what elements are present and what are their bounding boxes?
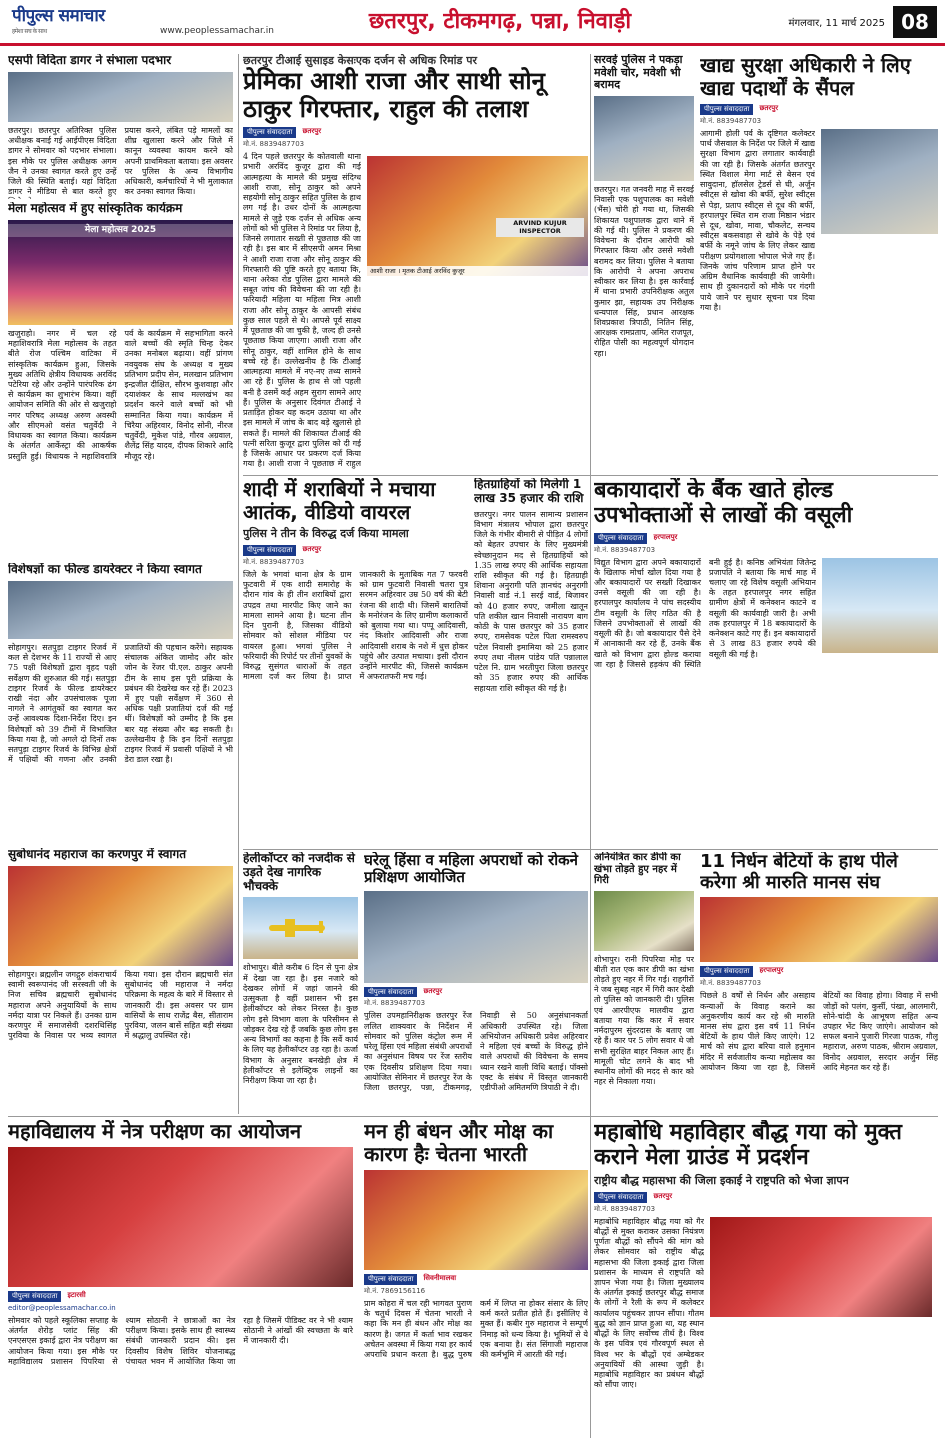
story-photo	[364, 891, 588, 983]
story-photo	[700, 897, 938, 962]
story-byline	[364, 987, 588, 998]
story-body: खजुराहो। नगर में चल रहे महाशिवरात्रि मेला महोत्सव के तहत बीते रोज पश्चिम वाटिका में सांस्कृतिक कार्यक्रम हुआ, जिसके मुख्य अतिथि क्षेत्रीय विधायक अरविंद पटेरिया रहे और उन्होंने पारंपरिक ढंग से कार्यक्रम का शुभारंभ किया। वहीं आयोजन समिति की ओर से खजुराहो नगर परिषद अध्यक्ष अरुण अवस्थी और सीएमओ वसंत चतुर्वेदी ने विधायक का स्वागत किया। कार्यक्रम के अंतर्गत आर्केस्ट्रा की आकर्षक प्रस्तुति हुई। विधायक ने महाशिवरात्रि पर्व के कार्यक्रम में सहभागिता करने वाले बच्चों की स्मृति चिन्ह देकर उनका मनोबल बढ़ाया। वहीं प्रांगण नवयुवक संघ के अध्यक्ष व मुख्य प्रतिभाग प्रदीप सेन, मलखान प्रतिभाग इन्द्रजीत दीक्षित, सौरभ कुशवाहा और दयाशंकर के साथ मल्लखंभ का प्रदर्शन करने वाले बच्चों को भी सम्मानित किया गया। कार्यक्रम में चिरैया अहिरवार, विनोद सोनी, नीरज चतुर्वेदी, मुकेश पांडे, गौरव अग्रवाल, शैलेंद्र सिंह यादव, दीपक शिकारे आदि मौजूद रहे।	[8, 328, 233, 461]
story-body: छतरपुर। छतरपुर अतिरिक्त पुलिस अधीक्षक बनाई गई आईपीएस विदिता डागर ने सोमवार को पदभार संभाला। इस मौके पर पुलिस अधीक्षक अगम जैन ने उनका स्वागत करते हुए उन्हें जिले की स्थिति बताई। यहां विदिता डागर ने मीडिया से बात करते हुए प्रयास करने, लंबित पड़े मामलों का शीघ्र खुलासा करने और जिले में कानून व्यवस्था कायम करने को अपनी प्राथमिकता बताया। इस अवसर पर पुलिस के अन्य विभागीय अधिकारी, कर्मचारियों ने भी मुलाकात कर उनका स्वागत किया।	[8, 125, 233, 197]
story-headline[interactable]: हितग्राहियों को मिलेगी 1 लाख 35 हजार की राशि	[474, 478, 584, 505]
byline-place: हरपालपुर	[759, 966, 784, 975]
byline-place: हरपालपुर	[653, 532, 678, 541]
story-drunkards	[243, 478, 468, 848]
story-photo	[8, 72, 233, 122]
story-byline	[700, 104, 938, 115]
byline-author: पीपुल्स संवाददाता	[594, 1192, 647, 1203]
stage-banner: मेला महोत्सव 2025	[8, 224, 233, 238]
byline-place: छतरपुर	[423, 986, 443, 995]
byline-place: छतरपुर	[302, 545, 322, 554]
story-body: छतरपुर। गत जनवरी माह में सरवई निवासी एक पशुपालक का मवेशी (भैंस) चोरी हो गया था, जिसकी शिकायत पशुपालक द्वारा थाने में की गई थी। पुलिस ने प्रकरण की विवेचना के दौरान आरोपी को गिरफ्तार किया और उससे मवेशी बरामद कर लिया। पुलिस ने बताया कि आरोपी ने अपना अपराध स्वीकार कर लिया है। इस कार्रवाई में थाना प्रभारी उपनिरीक्षक अतुल कुमार झा, सहायक उप निरीक्षक धन्यपाल सिंह, प्रधान आरक्षक शिवप्रकाश त्रिपाठी, नितिन सिंह, आरक्षक रामप्रताप, अमित राजपूत, रोहित पोसी का महत्वपूर्ण योगदान रहा।	[594, 184, 694, 358]
row-rule	[243, 849, 938, 850]
byline-place: इटारसी	[67, 1291, 86, 1299]
issue-date: मंगलवार, 11 मार्च 2025	[788, 18, 885, 29]
story-cow-thief	[594, 54, 694, 466]
story-defaulters	[594, 478, 938, 848]
story-headline[interactable]: हेलीकॉप्टर को नजदीक से उड़ते देख नागरिक भौचक्के	[243, 852, 355, 893]
story-subodhanand	[8, 848, 233, 1110]
story-photo	[594, 96, 694, 181]
story-car-dp	[594, 852, 694, 1114]
story-body: 4 दिन पहले छतरपुर के कोतवाली थाना प्रभारी अरविंद कुजूर द्वारा की गई आत्महत्या के मामले की प्रमुख संदिग्ध आशी राजा, सोनू ठाकुर को अपने सहयोगी सोनू ठाकुर सहित पुलिस के हाथ लग गई है। उधर दोनों के आत्महत्या मामले से जुड़े एक दर्जन से अधिक अन्य लोगों को भी पुलिस ने रिमांड पर लिया है, जिनसे लगातार सख्ती से पूछताछ की जा रही है। इस बार में सीएसपी अमन मिश्रा ने आशी राजा राजा और सोनू ठाकुर की गिरफ्तारी की पुष्टि करते हुए बताया कि, थाना अरेका रोड पुलिस द्वारा मामले की सबूत जांच की विवेचना की जा रही है। फरियादी महिला या महिला मित्र आशी राजा और सोनू ठाकुर के आपसी संबंध कुछ साल पहले से थे। आपसे पूर्व साक्ष्य में पूछताछ की जा चुकी है, जल्द ही उनसे पूछताछ किया जाएगा। आशी राजा और सोनू ठाकुर, वहीं शामिल होने के साथ बच्चे रहे हैं। उल्लेखनीय है कि टीआई आत्महत्या मामले में नए-नए तथ्य सामने आ रहे हैं। पुलिस के हाथ से जो पहली बनी है उसमें कई अहम सुराग सामने आए हैं। पुलिस के अनुसार दिवंगत टीआई ने प्रताड़ित होकर यह कदम उठाया था और इस मामले में जांच के बाद बड़े खुलासे हो सकते हैं। मामले की शिकायत टीआई की पत्नी सरिता कुजूर द्वारा पुलिस को दी गई है जिसके आधार पर प्रकरण दर्ज किया गया है। आशी राजा ने पूछताछ में राहुल	[243, 152, 361, 469]
byline-place: छतरपुर	[759, 104, 779, 112]
row-rule	[243, 475, 938, 476]
story-body: पिछले 8 वर्षों से निर्धन और असहाय कन्याओं के विवाह कराने का अनुकरणीय कार्य कर रहे श्री मारुति मानस संघ द्वारा इस वर्ष 11 निर्धन बेटियों के हाथ पीले किए जाएंगे। 12 मार्च को संघ द्वारा बरिया वाले हनुमान मंदिर में सर्वजातीय कन्या महोत्सव का आयोजन किया जा रहा है, जिसमें बेटियों का विवाह होगा। विवाह में सभी जोड़ों को पलंग, कुर्सी, पंखा, आलमारी, सोने-चांदी के आभूषण सहित अन्य उपहार भेंट किए जाएंगे। आयोजन को सफल बनाने पुजारी गिरजा पाठक, गौलू महाराज, अरुण पाठक, श्रीराम अग्रवाल, विनोद अग्रवाल, सरदार अर्जुन सिंह आदि मेहनत कर रहे हैं।	[700, 991, 938, 1072]
story-chetna	[364, 1120, 588, 1438]
section-title: छतरपुर, टीकमगढ़, पन्ना, निवाड़ी	[368, 9, 632, 34]
byline-place: सिवनीमालवा	[423, 1274, 457, 1282]
story-body: पुलिस उपमहानिरीक्षक छतरपुर रेंज ललित शाक्यवार के निर्देशन में सोमवार को पुलिस कंट्रोल रूम में घरेलू हिंसा एवं महिला संबंधी अपराधों का अनुसंधान विषय पर रेंज स्तरीय एक दिवसीय प्रशिक्षण दिया गया। आयोजित सेमिनार में छतरपुर रेंज के जिला छतरपुर, पन्ना, टीकमगढ़, निवाड़ी से 50 अनुसंधानकर्ता अधिकारी उपस्थित रहे। जिला अभियोजन अधिकारी प्रवेश अहिरवार ने महिला एवं बच्चों के विरुद्ध होने वाले अपराधों की विवेचना के समय ध्यान रखने वाली विधि बताई। पॉक्सो एक्ट के संबंध में विस्तृत जानकारी एडीपीओ अमितमणि त्रिपाठी ने दी।	[364, 1011, 588, 1093]
row-rule	[8, 1116, 938, 1117]
story-byline	[594, 1192, 938, 1203]
story-mela	[8, 202, 233, 560]
story-body: महाबोधि महाविहार बौद्ध गया को गैर बौद्धों से मुक्त कराकर उसका नियंत्रण पूर्णतः बौद्धों को सौंपने की मांग को लेकर सोमवार को राष्ट्रीय बौद्ध महासभा की जिला इकाई द्वारा जिला प्रशासन के माध्यम से राष्ट्रपति को ज्ञापन भेजा गया है। जिला मुख्यालय के अंतर्गत इकाई छतरपुर बौद्ध समाज के लोगों ने रैली के रूप में कलेक्टर कार्यालय पहुंचकर ज्ञापन सौंपा। गौतम बुद्ध को ज्ञान प्राप्त हुआ था, यह स्थान बौद्धों के लिए सर्वोच्च तीर्थ है। विश्व के इस पवित्र एवं गौरवपूर्ण स्थल से विश्व भर के बौद्धों एवं अम्बेडकर अनुयायियों की आस्था जुड़ी है। महाबोधि महाविहार का प्रबंधन बौद्धों को सौंपा जाए।	[594, 1216, 704, 1390]
reporter-mobile: मो.नं. 8839487703	[364, 999, 426, 1008]
story-body: प्राम कोहरा में चल रही भागवत पुराण के चतुर्थ दिवस में चेतना भारती ने कहा कि मन ही बंधन और मोक्ष का कारण है। जगत में कर्ता भाव रखकर अचेतन अवस्था में किया गया हर कार्य अपराधि प्रधान करता है। बुद्ध पुरुष कर्म में लिप्त ना होकर संसार के लिए कर्म करते प्रतीत होते हैं। इसीलिए वे मुक्त हैं। कबीर गुरु महाराज ने सम्पूर्ण निमाड़ को धन्य किया है। भूमियों से ये एक बनाया है। संत सिंगाजी महाराज की कर्मभूमि में आरती की गई।	[364, 1298, 588, 1360]
story-headline[interactable]: सुबोधानंद महाराज का करणपुर में स्वागत	[8, 848, 187, 861]
story-headline[interactable]: बकायादारों के बैंक खाते होल्ड उपभोक्ताओं से लाखों की वसूली	[594, 478, 853, 529]
editor-email[interactable]: editor@peoplessamachar.co.in	[8, 1303, 116, 1312]
story-headline[interactable]: महाविद्यालय में नेत्र परीक्षण का आयोजन	[8, 1120, 302, 1143]
story-headline[interactable]: मन ही बंधन और मोक्ष का कारण हैः चेतना भारती	[364, 1120, 554, 1166]
reporter-mobile: मो.नं. 8839487703	[700, 979, 762, 988]
story-photo	[821, 129, 938, 234]
story-body: शोभापुर। बीते करीब 6 दिन से पुनः क्षेत्र में देखा जा रहा है। इस नजारे को देखकर लोगों में जहां जानने की उत्सुकता है वहीं प्रशासन भी इस हेलीकॉप्टर को लेकर निरस्त है। कुछ लोग इसे विभाग वाला के परिसीमन से जोड़कर देख रहे हैं जबकि कुछ लोग इस अन्य विभागों का कहना है कि सर्वे कार्य के लिए यह हेलीकॉप्टर उड़ रहा है। ऊर्जा विभाग के अनुसार बनखेड़ी क्षेत्र में हेलीकॉप्टर से इलेक्ट्रिक लाइनों का निरीक्षण किया जा रहा है।	[243, 963, 358, 1085]
story-photo	[8, 220, 233, 325]
story-headline[interactable]: मेला महोत्सव में हुए सांस्कृतिक कार्यक्रम	[8, 202, 183, 215]
byline-author: पीपुल्स संवाददाता	[364, 1274, 417, 1285]
story-domestic-violence	[364, 852, 588, 1114]
story-eye-camp	[8, 1120, 353, 1438]
story-ladli	[474, 478, 588, 848]
story-maruti	[700, 852, 938, 1114]
story-byline	[243, 127, 588, 138]
byline-author: पीपुल्स संवाददाता	[700, 104, 753, 115]
story-body: सोमवार को पहले स्कूलिका सप्ताह के अंतर्गत शेरोड़ प्लांट सिंह की एनएसएस इकाई द्वारा नेत्र परीक्षण का आयोजन किया गया। इस मौके पर महाविद्यालय प्रशासन पिपरिया से श्याम सोठानी ने छात्राओं का नेत्र परीक्षण किया। इसके साथ ही स्वास्थ्य संबंधी जानकारी प्रदान की। इस दिवसीय विशेष शिविर योजनाबद्ध पंचायत भवन में आयोजित किया जा रहा है जिसमें पीडिक्ट वर ने भी श्याम सोठानी ने आंखों की स्वच्छता के बारे में जानकारी दी।	[8, 1315, 353, 1366]
byline-place: छतरपुर	[302, 127, 322, 136]
story-headline[interactable]: शादी में शराबियों ने मचाया आतंक, वीडियो वायरल	[243, 478, 436, 524]
story-headline[interactable]: एसपी विदिता डागर ने संभाला पदभार	[8, 54, 172, 67]
story-body: आगामी होली पर्व के दृष्टिगत कलेक्टर पार्थ जैसवाल के निर्देश पर जिले में खाद्य सुरक्षा विभाग द्वारा लगातार कार्यवाही की जा रही है। जिसके अंतर्गत छतरपुर स्थित विशाल मेगा मार्ट से बेसन एवं सावुदाना, हॉलसेल ट्रेडर्स से घी, अर्जुन स्वीट्स से खोवा की बर्फी, सुरेश स्वीट्स से पेड़ा, प्रताप स्वीट्स से दूध की बर्फी, हरपालपुर स्थित राम राजा मिष्ठान भंडार से दूध, खोवा, मावा, चौकलेट, सन्चय स्वीट्स बकसवाहा से खोवे के पेड़े एवं बर्फी के नमूने जांच के लिए लेकर खाद्य परीक्षण प्रयोगशाला भोपाल भेजे गए हैं। जिनके जांच परिणाम प्राप्त होने पर अग्रिम वैधानिक कार्यवाही की जायेगी। साथ ही दुकानदारों को मौके पर गंदगी पाये जाने पर सुधार सूचना पत्र दिया गया है।	[700, 128, 815, 312]
story-photo	[710, 1217, 932, 1317]
story-headline[interactable]: खाद्य सुरक्षा अधिकारी ने लिए खाद्य पदार्थों के सैंपल	[700, 54, 911, 100]
reporter-mobile: मो.नं. 8839487703	[594, 545, 656, 554]
story-photo	[367, 156, 588, 276]
logo-tagline: हमेशा सच के साथ	[12, 27, 47, 35]
story-body: सोहागपुर। ब्रह्मलीन जगद्गुरु शंकराचार्य स्वामी स्वरूपानंद जी सरस्वती जी के निज सचिव ब्रह्मचारी सुबोधानंद महाराज अपने अनुयायियों के साथ नर्मदा यात्रा पर निकले हैं। उनका ग्राम करणपुर में समाजसेवी दशरथिसिंह पुरविया के निवास पर भव्य स्वागत किया गया। इस दौरान ब्रह्मचारी संत सुबोधानंद जी महाराज ने नर्मदा परिक्रमा के महत्व के बारे में विस्तार से जानकारी दी। इस अवसर पर ग्राम वासियों के साथ राजेंद्र बैस, सीताराम पुरविया, जलन बासें सहित बड़ी संख्या में श्रद्धालु उपस्थित रहे।	[8, 969, 233, 1041]
masthead	[0, 0, 945, 46]
story-byline	[594, 533, 938, 544]
logo-text: पीपुल्स समाचार	[12, 6, 105, 26]
newspaper-logo[interactable]	[12, 6, 105, 35]
story-photo	[822, 558, 938, 653]
photo-caption: आशी राजा । मृतक टीआई अरविंद कुजूर	[367, 266, 588, 276]
story-body: शोभापुर। रानी पिपरिया मोड़ पर बीती रात एक कार डीपी का खंभा तोड़ते हुए नहर में गिर गई। राहगीरों ने जब सुबह नहर में गिरी कार देखी तो पुलिस को जानकारी दी। पुलिस एवं आरपीएफ मालवीय द्वारा बताया गया कि कार में सवार नर्मदापुरम सुंदरदास के बताए जा रहे हैं। कार पर 5 लोग सवार थे जो सभी सुरक्षित बाहर निकल आए हैं। मामूली चोट लगने के बाद भी स्थानीय लोगों की मदद से कार को नहर से निकाला गया।	[594, 954, 694, 1087]
story-kicker: छतरपुर टीआई सुसाइड केसःएक दर्जन से अधिक रिमांड पर	[243, 54, 477, 67]
story-subhead: पुलिस ने तीन के विरुद्ध दर्ज किया मामला	[243, 527, 409, 540]
story-bodhgaya	[594, 1120, 938, 1438]
story-headline[interactable]: सरवई पुलिस ने पकड़ा मवेशी चोर, मवेशी भी बरामद	[594, 54, 683, 92]
story-tikamgarh-lead	[243, 54, 588, 474]
story-headline[interactable]: 11 निर्धन बेटियों के हाथ पीले करेगा श्री मारुति मानस संघ	[700, 852, 898, 893]
story-body: सोहागपुर। सतपुड़ा टाइगर रिजर्व में कल से देशभर के 11 राज्यों से आए 75 पक्षी विशेषज्ञों द्वारा वृहद पक्षी सर्वेक्षण की शुरुआत की गई। सतपुड़ा टाइगर रिजर्व के फील्ड डायरेक्टर राखी नंदा और उपसंचालक पूजा नागले ने आगंतुकों का स्वागत कर उन्हें आवश्यक दिशा-निर्देश दिए। इन विशेषज्ञों को 39 टीमों में विभाजित किया गया है, जो अगले दो दिनों तक सतपुड़ा टाइगर रिजर्व के विभिन्न क्षेत्रों में पक्षियों की गणना और उनकी प्रजातियों की पहचान करेंगे। सहायक संचालक अंकित जामोद और कोर जोन के रेंजर पी.एल. ठाकुर अपनी टीम के साथ इस पूरी प्रक्रिया के प्रबंधन की देखरेख कर रहे हैं। 2023 में हुए पक्षी सर्वेक्षण में 360 से अधिक पक्षी प्रजातियां दर्ज की गई थीं। विशेषज्ञों को उम्मीद है कि इस बार यह संख्या और बढ़ सकती है। उल्लेखनीय है कि इन दिनों सतपुड़ा टाइगर रिजर्व में प्रवासी पक्षियों ने भी डेरा डाल रखा है।	[8, 642, 233, 765]
byline-author: पीपुल्स संवाददाता	[243, 545, 296, 556]
story-headline[interactable]: घरेलू हिंसा व महिला अपराधों को रोकने प्रशिक्षण आयोजित	[364, 852, 578, 887]
reporter-mobile: मो.नं. 8839487703	[594, 1204, 656, 1213]
story-byline	[700, 966, 938, 977]
byline-author: पीपुल्स संवाददाता	[700, 966, 753, 977]
story-photo	[594, 891, 694, 951]
byline-author: पीपुल्स संवाददाता	[243, 127, 296, 138]
reporter-mobile: मो.नं. 8839487703	[243, 140, 305, 149]
reporter-mobile: मो.नं. 8839487703	[243, 558, 305, 567]
story-body: विद्युत विभाग द्वारा अपने बकायादारों के खिलाफ मोर्चा खोल दिया गया है और बकायादारों पर सख्ती दिखाकर उनसे वसूली की जा रही है। हरपालपुर कार्यालय ने पांच सदस्यीय टीम वसूली के लिए गठित की है जिसने उपभोक्ताओं से लाखों की वसूली की है। जो बकायादार पैसे देने में आनाकानी कर रहे हैं, उनके बैंक खाते को विभाग द्वारा होल्ड कराया जा रहा है जिससे हड़कंप की स्थिति बनी हुई है। कनिष्ठ अभियंता जितेन्द्र प्रजापति ने बताया कि मार्च माह में चलाए जा रहे विशेष वसूली अभियान के तहत हरपालपुर नगर सहित ग्रामीण क्षेत्रों में कनेक्शन काटने व वसूली की कार्यवाही जारी है। अभी तक हरपालपुर में 18 बकायादारों के कनेक्शन काटे गए हैं। इन बकायादारों से 3 लाख 83 हजार रुपये की वसूली की गई है।	[594, 557, 816, 669]
story-byline	[243, 545, 468, 556]
story-body: जिले के भगवां थाना क्षेत्र के ग्राम फुटवारी में एक शादी समारोह के दौरान गांव के ही तीन शराबियों द्वारा उपद्रव तथा मारपीट किए जाने का मामला सामने आया है। घटना तीन दिन पुरानी है, जिसका वीडियो सोमवार को सोशल मीडिया पर वायरल हुआ। भगवां पुलिस ने फरियादी की रिपोर्ट पर तीनों युवकों के विरुद्ध सुसंगत धाराओं के तहत मामला दर्ज कर लिया है। प्राप्त जानकारी के मुताबिक गत 7 फरवरी को ग्राम फुटवारी निवासी चतरा पुत्र सरमन अहिरवार उम्र 50 वर्ष की बेटी रंजना की शादी थी। जिसमें बारातियों के मनोरंजन के लिए ग्रामीण कलाकारों को बुलाया गया था। पप्पू आदिवासी, नंद किशोर आदिवासी और राजा आदिवासी शराब के नशे में धुत्त होकर पहुंचे और उत्पात मचाया। इसी दौरान उन्होंने मारपीट की, जिससे कार्यक्रम में अफरातफरी मच गई।	[243, 569, 468, 682]
page-number: 08	[893, 6, 937, 38]
story-body: छतरपुर। नगर पालन सामान्य प्रशासन विभाग मंत्रालय भोपाल द्वारा छतरपुर जिले के गंभीर बीमारी से पीड़ित 4 लोगों को बेहतर उपचार के लिए मुख्यमंत्री स्वेच्छानुदान मद से हितग्राहियों को 1.35 लाख रुपए की आर्थिक सहायता राशि स्वीकृत की गई है। हितग्राही शिवाना अनुरागी पति ज्ञानचंद अनुरागी निवासी वार्ड नं.1 सरई वार्ड, बिजावर को 40 हजार रुपए, जमीला खातून पति शकील खान निवासी नारायण बाग कोठी के पास छतरपुर को 35 हजार रुपए, रामसेवक पटेल पिता रामस्वरुप पटेल निवासी इमामिया को 25 हजार रुपए तथा नीलम पांडेय पति पन्नालाल पटेल नि. ग्राम भरतीपुरा जिला छतरपुर को 35 हजार रुपए की आर्थिक सहायता राशि स्वीकृत की गई है।	[474, 509, 588, 693]
story-field-director	[8, 563, 233, 843]
story-headline[interactable]: महाबोधि महाविहार बौद्ध गया को मुक्त कराने मेला ग्राउंड में प्रदर्शन	[594, 1120, 902, 1171]
inspector-badge: ARVIND KUJUR INSPECTOR	[496, 218, 584, 237]
story-photo	[8, 866, 233, 966]
story-headline[interactable]: अनियंत्रित कार डीपी का खंभा तोड़ते हुए नहर में गिरी	[594, 852, 681, 886]
story-byline	[364, 1274, 588, 1285]
story-subhead: राष्ट्रीय बौद्ध महासभा की जिला इकाई ने राष्ट्रपति को भेजा ज्ञापन	[594, 1173, 849, 1187]
story-helicopter	[243, 852, 358, 1114]
story-headline[interactable]: विशेषज्ञों का फील्ड डायरेक्टर ने किया स्वागत	[8, 563, 202, 576]
story-headline[interactable]: प्रेमिका आशी राजा और साथी सोनू ठाकुर गिरफ्तार, राहुल की तलाश	[243, 67, 545, 123]
story-photo	[364, 1170, 588, 1270]
column-rule	[238, 54, 239, 1114]
story-byline	[8, 1291, 353, 1302]
story-food-safety	[700, 54, 938, 466]
byline-author: पीपुल्स संवाददाता	[8, 1291, 61, 1302]
byline-author: पीपुल्स संवाददाता	[594, 533, 647, 544]
story-sp-welcome	[8, 54, 233, 199]
aircraft-icon	[259, 913, 339, 943]
site-url[interactable]: www.peoplessamachar.in	[160, 26, 274, 36]
byline-place: छतरपुर	[653, 1191, 673, 1200]
story-photo	[8, 1147, 353, 1287]
column-rule	[590, 54, 591, 1438]
story-photo	[8, 581, 233, 639]
byline-author: पीपुल्स संवाददाता	[364, 987, 417, 998]
reporter-mobile: मो.नं. 7869156116	[364, 1286, 426, 1295]
reporter-mobile: मो.नं. 8839487703	[700, 116, 762, 125]
story-photo	[243, 897, 358, 959]
